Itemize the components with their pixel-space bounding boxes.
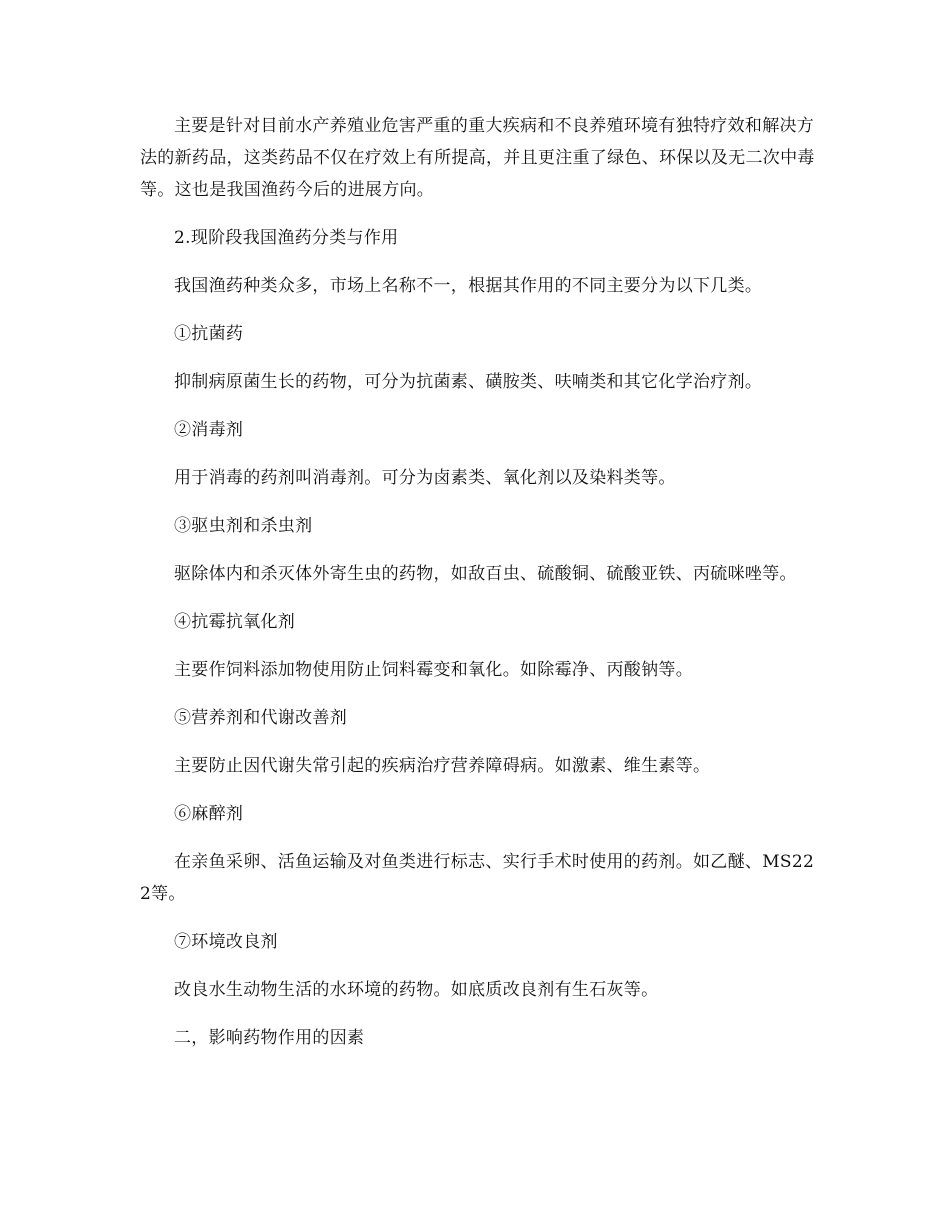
paragraph-antibacterial: 抑制病原菌生长的药物，可分为抗菌素、磺胺类、呋喃类和其它化学治疗剂。 xyxy=(174,372,763,392)
item-heading-antibacterial: ①抗菌药 xyxy=(174,324,244,344)
paragraph-overview: 我国渔药种类众多，市场上名称不一，根据其作用的不同主要分为以下几类。 xyxy=(174,276,763,296)
paragraph-anesthetic: 在亲鱼采卵、活鱼运输及对鱼类进行标志、实行手术时使用的药剂。如乙醚、MS222等。 xyxy=(140,852,815,904)
item-heading-disinfectant: ②消毒剂 xyxy=(174,420,244,440)
paragraph-intro: 主要是针对目前水产养殖业危害严重的重大疾病和不良养殖环境有独特疗效和解决方法的新药品，这类药品不仅在疗效上有所提高，并且更注重了绿色、环保以及无二次中毒等。这也是我国渔药今后的进展方向。 xyxy=(140,116,815,200)
document-page xyxy=(140,110,820,1070)
section-heading-factors: 二，影响药物作用的因素 xyxy=(174,1028,365,1048)
paragraph-disinfectant: 用于消毒的药剂叫消毒剂。可分为卤素类、氧化剂以及染料类等。 xyxy=(174,468,676,488)
item-heading-nutrient: ⑤营养剂和代谢改善剂 xyxy=(174,708,347,728)
paragraph-antioxidant: 主要作饲料添加物使用防止饲料霉变和氧化。如除霉净、丙酸钠等。 xyxy=(174,660,693,680)
item-heading-antioxidant: ④抗霉抗氧化剂 xyxy=(174,612,296,632)
paragraph-environment: 改良水生动物生活的水环境的药物。如底质改良剂有生石灰等。 xyxy=(174,980,659,1000)
paragraph-nutrient: 主要防止因代谢失常引起的疾病治疗营养障碍病。如激素、维生素等。 xyxy=(174,756,711,776)
item-heading-anesthetic: ⑥麻醉剂 xyxy=(174,804,244,824)
paragraph-insecticide: 驱除体内和杀灭体外寄生虫的药物，如敌百虫、硫酸铜、硫酸亚铁、丙硫咪唑等。 xyxy=(174,564,797,584)
section-heading-classification: 2.现阶段我国渔药分类与作用 xyxy=(174,228,399,248)
item-heading-insecticide: ③驱虫剂和杀虫剂 xyxy=(174,516,313,536)
item-heading-environment: ⑦环境改良剂 xyxy=(174,932,278,952)
